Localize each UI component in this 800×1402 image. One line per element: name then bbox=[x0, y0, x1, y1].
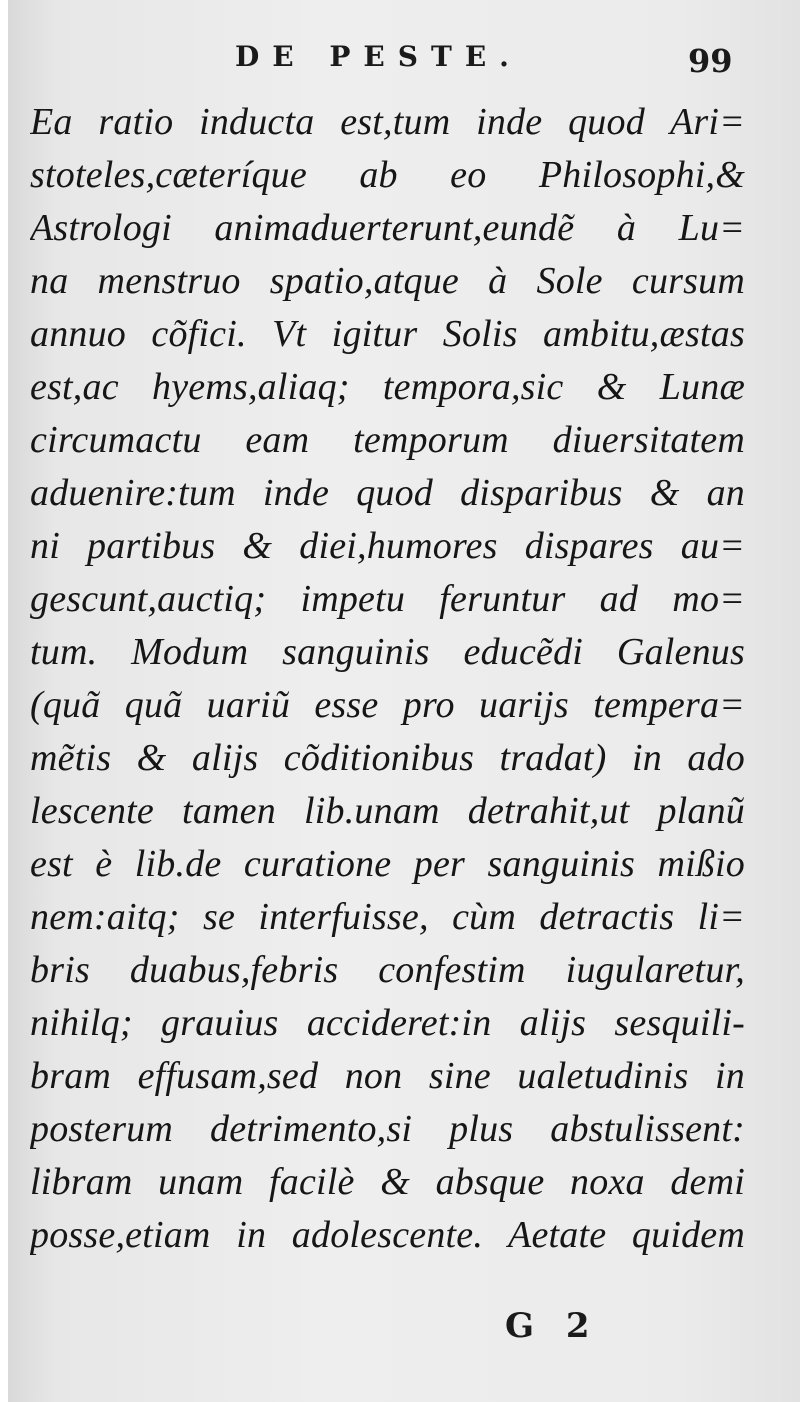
text-line: est,ac hyems,aliaq; tempora,sic & Lunæ bbox=[30, 366, 745, 408]
text-line: posse,etiam in adolescente. Aetate quidem bbox=[30, 1214, 745, 1256]
text-line: libram unam facilè & absque noxa demi bbox=[30, 1161, 745, 1203]
body-text bbox=[30, 96, 745, 1262]
text-line: (quã quã uariũ esse pro uarijs tempera= bbox=[30, 684, 745, 726]
text-line: est è lib.de curatione per sanguinis mißio bbox=[30, 843, 745, 885]
text-line: mẽtis & alijs cõditionibus tradat) in ado bbox=[30, 737, 745, 779]
text-line: Astrologi animaduerterunt,eundẽ à Lu= bbox=[30, 207, 745, 249]
text-line: ni partibus & diei,humores dispares au= bbox=[30, 525, 745, 567]
text-line: Ea ratio inducta est,tum inde quod Ari= bbox=[30, 101, 745, 143]
text-line: annuo cõfici. Vt igitur Solis ambitu,æstas bbox=[30, 313, 745, 355]
text-line: tum. Modum sanguinis educẽdi Galenus bbox=[30, 631, 745, 673]
text-line: lescente tamen lib.unam detrahit,ut planũ bbox=[30, 790, 745, 832]
text-line: nem:aitq; se interfuisse, cùm detractis li= bbox=[30, 896, 745, 938]
text-line: stoteles,cæteríque ab eo Philosophi,& bbox=[30, 154, 745, 196]
text-line: bris duabus,febris confestim iugularetur, bbox=[30, 949, 745, 991]
text-line: nihilq; grauius accideret:in alijs sesquili- bbox=[30, 1002, 745, 1044]
text-line: posterum detrimento,si plus abstulissent: bbox=[30, 1108, 745, 1150]
running-title: DE PESTE. bbox=[235, 40, 522, 73]
text-line: gescunt,auctiq; impetu feruntur ad mo= bbox=[30, 578, 745, 620]
page-left-margin bbox=[0, 0, 8, 1402]
page-header bbox=[0, 40, 800, 84]
text-line: bram effusam,sed non sine ualetudinis in bbox=[30, 1055, 745, 1097]
text-line: na menstruo spatio,atque à Sole cursum bbox=[30, 260, 745, 302]
signature-mark: G 2 bbox=[505, 1306, 600, 1346]
page-number: 99 bbox=[688, 42, 733, 80]
text-line: aduenire:tum inde quod disparibus & an bbox=[30, 472, 745, 514]
text-line: circumactu eam temporum diuersitatem bbox=[30, 419, 745, 461]
